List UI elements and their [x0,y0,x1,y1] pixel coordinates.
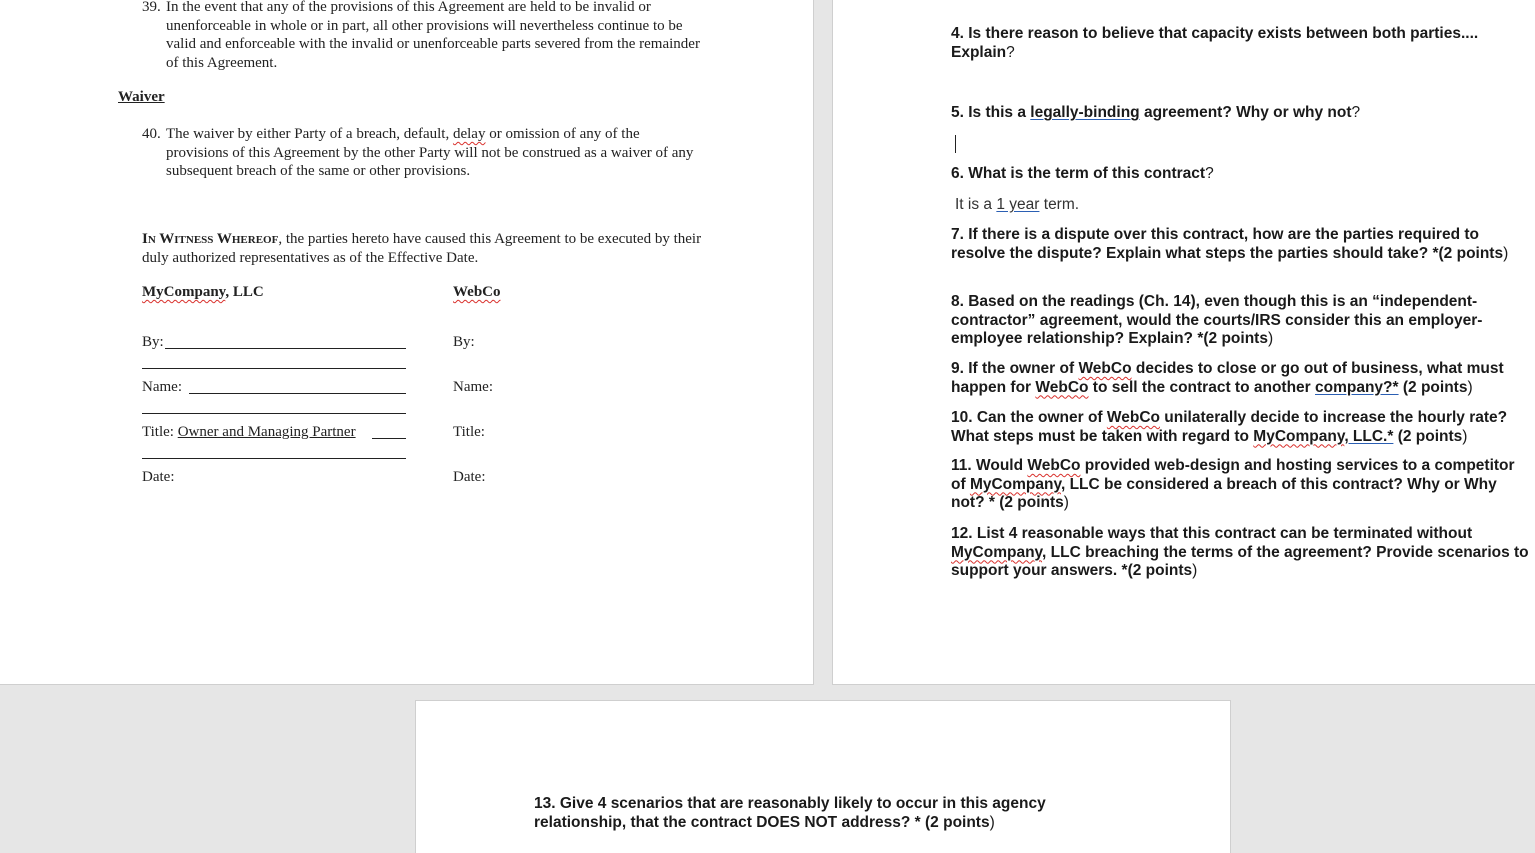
title-line-tail [372,438,406,439]
witness-text: , the parties hereto have caused this Agreement to be executed by their duly authorized representatives as of the Effective Date. [142,231,702,266]
clause-number: 40. [142,126,161,142]
divider-line [142,368,406,369]
question-text: 8. Based on the readings (Ch. 14), even though this is an “independent-contractor” agreement, would the courts/IRS consider this an employer-employee relationship? Explain? *(2 points [951,293,1483,348]
text-run: It is a [955,196,997,213]
question-10 [951,409,1529,446]
text-cursor [955,135,956,153]
question-4 [951,25,1529,62]
clause-39 [142,0,702,72]
spellcheck-word[interactable]: delay [452,126,486,142]
text-run: 9. If the owner of [951,360,1079,377]
clause-number: 39. [142,0,161,15]
question-9 [951,360,1529,397]
question-5 [951,104,1529,123]
question-tail: ? [1205,165,1214,182]
witness-clause [142,230,712,267]
text-run: 10. Can the owner of [951,409,1107,426]
by-label: By: [453,334,475,350]
text-run: The waiver by either Party of a breach, default, [166,126,453,142]
party-suffix: , LLC [225,284,264,300]
question-tail: ) [1462,427,1468,445]
text-run: 5. Is this a [951,104,1031,121]
question-text: 13. Give 4 scenarios that are reasonably likely to occur in this agency relationship, that the contract DOES NOT address? * (2 points [534,795,1046,831]
spellcheck-word[interactable]: MyCompany [969,475,1061,493]
name-label: Name: [453,379,493,395]
question-tail: ? [1351,104,1361,121]
title-label: Title: [142,424,174,440]
question-13 [534,795,1094,832]
date-label: Date: [142,469,175,485]
name-label: Name: [142,379,182,395]
text-run: (2 points [1393,427,1463,445]
question-tail: ) [1192,562,1198,580]
spellcheck-word[interactable]: WebCo [453,284,501,300]
question-8 [951,293,1529,349]
question-text: 7. If there is a dispute over this contract, how are the parties required to resolve the dispute? Explain what steps the parties should take? *(2 points [951,226,1504,262]
spellcheck-word[interactable]: WebCo [1078,360,1132,377]
text-run: provided web-design and hosting services to a competitor of [951,457,1515,493]
question-tail: ) [989,813,995,831]
question-tail: ) [1467,378,1473,396]
text-run: term. [1039,196,1080,213]
question-tail: ? [1006,43,1015,61]
grammar-flag-word[interactable]: company?* [1315,378,1399,396]
grammar-flag-word[interactable]: 1 year [996,196,1040,213]
text-run: unilaterally decide to increase the hourly rate? What steps must be taken with regard to [951,409,1508,445]
question-tail: ) [1503,244,1509,262]
question-tail: ) [1063,494,1069,512]
name-line [189,393,406,394]
spellcheck-word[interactable]: WebCo [1035,378,1089,396]
party-webco [453,283,501,302]
question-6 [951,165,1529,184]
text-run: , LLC be considered a breach of this contract? Why or Why not? * (2 points [951,475,1497,512]
party-mycompany [142,283,264,302]
text-run: (2 points [1398,378,1468,396]
text-run: to sell the contract to another [1088,378,1315,396]
question-tail: ) [1267,330,1274,348]
question-11 [951,457,1529,513]
divider-line [142,413,406,414]
spellcheck-word[interactable]: MyCompany [1253,427,1345,445]
date-label: Date: [453,469,486,485]
text-run: 12. List 4 reasonable ways that this contract can be terminated without [951,525,1473,542]
text-run: decides to close or go out of business, what must happen for [951,360,1504,396]
by-label: By: [142,334,164,350]
grammar-flag-word[interactable]: , LLC.* [1344,427,1394,445]
question-12 [951,525,1529,581]
answer-6[interactable] [955,196,1079,214]
signature-line [165,348,406,349]
question-7 [951,226,1529,263]
question-text: 4. Is there reason to believe that capacity exists between both parties.... Explain [951,25,1479,61]
spellcheck-word[interactable]: MyCompany [142,284,226,300]
title-label: Title: [453,424,485,440]
spellcheck-word[interactable]: MyCompany [951,543,1043,561]
spellcheck-word[interactable]: WebCo [1027,457,1081,474]
title-field [142,423,356,442]
text-run: or omission of any of the provisions of this Agreement by the other Party will not be construed as a waiver of any subsequent breach of the same or other provisions. [166,126,694,180]
clause-text [142,125,702,181]
grammar-flag-word[interactable]: legally-binding [1030,104,1140,121]
section-heading-waiver: Waiver [118,89,165,105]
clause-40 [142,125,702,181]
question-text: 6. What is the term of this contract [951,165,1206,182]
spellcheck-word[interactable]: WebCo [1106,409,1160,426]
witness-lead: In Witness Whereof [142,231,279,247]
text-run: 11. Would [951,457,1028,474]
divider-line [142,458,406,459]
title-value[interactable]: Owner and Managing Partner [177,424,356,440]
document-page-left [0,0,814,685]
clause-text: In the event that any of the provisions of this Agreement are held to be invalid or unenforceable in whole or in part, all other provisions will nevertheless continue to be valid and enforceable with the invalid or unenforceable parts severed from the remainder of this Agreement. [166,0,700,71]
text-run: , LLC breaching the terms of the agreement? Provide scenarios to support your answers. *(2 points [951,543,1529,580]
text-run: agreement? Why or why not [1139,104,1352,121]
